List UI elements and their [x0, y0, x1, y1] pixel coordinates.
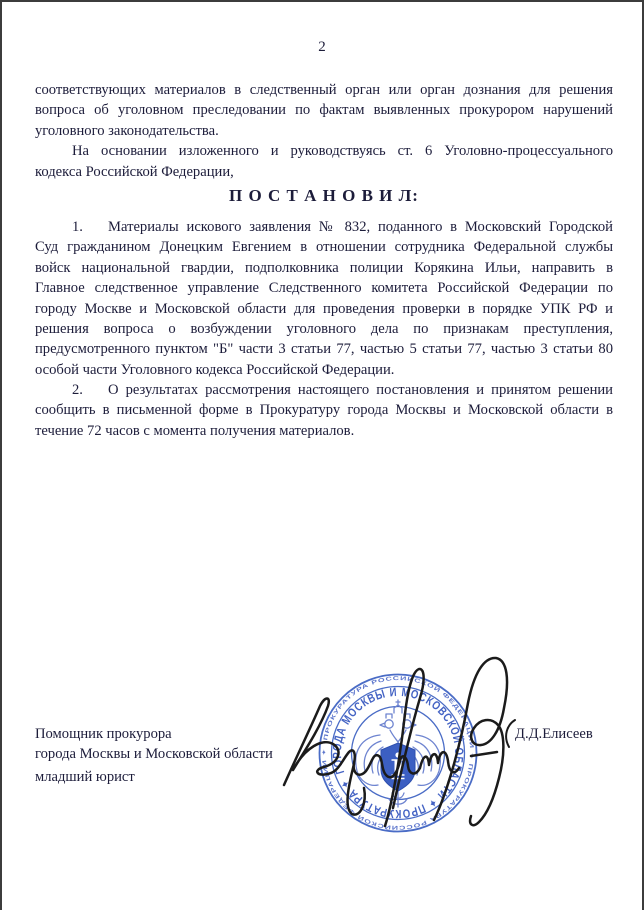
signatory-title-block — [35, 724, 273, 787]
text-line — [35, 380, 613, 400]
handwritten-signature — [252, 638, 572, 838]
signature-stroke-end-flourish — [506, 720, 515, 747]
text-line: уголовного законодательства. — [35, 122, 219, 139]
item-number: 2. — [72, 382, 83, 399]
text-line: соответствующих материалов в следственный орган или орган дознания для решения — [35, 82, 613, 98]
text-line: сообщить в письменной форме в Прокуратуру города Москвы и Московской области в — [35, 402, 613, 419]
stamp-outer-ring-text: ПРОКУРАТУРА РОССИЙСКОЙ ФЕДЕРАЦИИ ✦ ПРОКУРАТУРА РОССИЙСКОЙ ФЕДЕРАЦИИ ✦ — [321, 675, 475, 831]
resolution-item-2 — [35, 380, 613, 441]
signatory-title-line: города Москвы и Московской области — [35, 746, 273, 763]
signature-stroke-lowercase-run — [331, 750, 459, 777]
resolution-item-1 — [35, 217, 613, 380]
text-line: войск национальной гвардии, подполковника полиции Корякина Ильи, направить в — [35, 259, 613, 276]
paragraph-basis — [35, 141, 613, 182]
text-line: течение 72 часов с момента получения материалов. — [35, 422, 355, 439]
text-line: городу Москве и Московской области для проведения проверки в порядке УПК РФ и — [35, 300, 613, 317]
paragraph-intro — [35, 80, 613, 141]
item-first-line: О результатах рассмотрения настоящего постановления и принятом решении — [108, 382, 613, 399]
item-first-line: Материалы искового заявления № 832, поданного в Московский Городской — [108, 218, 613, 235]
document-body — [35, 80, 613, 441]
text-line: кодекса Российской Федерации, — [35, 163, 234, 180]
stamp-main-ring-text: ГОРОДА МОСКВЫ И МОСКОВСКОЙ ОБЛАСТИ ✦ ПРОКУРАТУРА ✦ — [329, 684, 467, 822]
signatory-name: Д.Д.Елисеев — [515, 726, 593, 742]
text-line: Главное следственное управление Следственного комитета Российской Федерации по — [35, 280, 613, 297]
text-line — [35, 217, 613, 237]
signature-stroke-tall-ascender — [385, 669, 424, 826]
text-line: особой части Уголовного кодекса Российской Федерации. — [35, 361, 395, 378]
signature-stroke-final-loop — [434, 658, 507, 825]
text-line: предусмотренного пунктом "Б" части 3 статьи 77, частью 5 статьи 77, частью 3 статьи 80 — [35, 341, 613, 358]
text-line: На основании изложенного и руководствуясь ст. 6 Уголовно-процессуального — [72, 143, 613, 160]
text-line: решения вопроса о возбуждении уголовного дела по признакам преступления, — [35, 320, 613, 337]
text-line: Суд гражданином Донецким Евгением в отношении сотрудника Федеральной службы — [35, 239, 613, 256]
item-number: 1. — [72, 218, 83, 235]
text-line: вопроса об уголовном преследовании по фактам выявленных прокурором нарушений — [35, 102, 613, 119]
signature-stroke-dash — [471, 752, 497, 756]
signatory-title-line: младший юрист — [35, 768, 135, 785]
resolution-heading: П О С Т А Н О В И Л: — [229, 185, 419, 205]
page-number: 2 — [318, 39, 326, 55]
signatory-title-line: Помощник прокурора — [35, 726, 172, 742]
